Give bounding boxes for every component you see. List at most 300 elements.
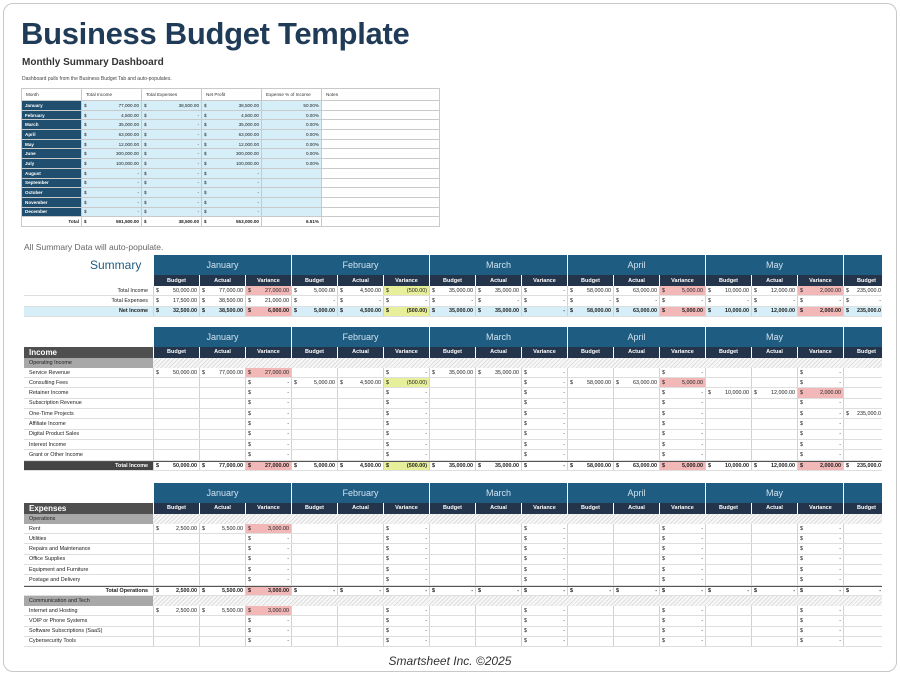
value-cell[interactable] xyxy=(567,524,613,533)
value-cell[interactable] xyxy=(475,399,521,408)
value-cell[interactable] xyxy=(199,587,245,595)
value-cell[interactable] xyxy=(567,430,613,439)
value-cell[interactable] xyxy=(705,296,751,305)
value-cell[interactable] xyxy=(429,534,475,543)
value-cell[interactable] xyxy=(567,307,613,316)
value-cell[interactable] xyxy=(429,286,475,295)
variance-cell[interactable] xyxy=(797,575,843,584)
variance-cell[interactable] xyxy=(383,368,429,377)
variance-cell[interactable] xyxy=(383,440,429,449)
variance-cell[interactable] xyxy=(659,450,705,459)
variance-cell[interactable] xyxy=(383,616,429,625)
variance-cell[interactable] xyxy=(245,440,291,449)
variance-cell[interactable] xyxy=(245,524,291,533)
value-cell[interactable] xyxy=(613,286,659,295)
value-cell[interactable] xyxy=(567,627,613,636)
value-cell[interactable] xyxy=(291,524,337,533)
value-cell[interactable] xyxy=(843,419,882,428)
variance-cell[interactable] xyxy=(797,627,843,636)
value-cell[interactable] xyxy=(429,637,475,646)
value-cell[interactable] xyxy=(567,388,613,397)
value-cell[interactable] xyxy=(843,440,882,449)
notes-cell[interactable] xyxy=(322,149,440,159)
value-cell[interactable] xyxy=(429,462,475,470)
value-cell[interactable] xyxy=(153,627,199,636)
value-cell[interactable] xyxy=(567,462,613,470)
variance-cell[interactable] xyxy=(245,534,291,543)
value-cell[interactable] xyxy=(475,524,521,533)
variance-cell[interactable] xyxy=(383,627,429,636)
variance-cell[interactable] xyxy=(521,555,567,564)
value-cell[interactable] xyxy=(613,462,659,470)
value-cell[interactable] xyxy=(291,616,337,625)
value-cell[interactable] xyxy=(567,368,613,377)
value-cell[interactable] xyxy=(199,555,245,564)
variance-cell[interactable] xyxy=(659,419,705,428)
value-cell[interactable] xyxy=(429,524,475,533)
value-cell[interactable] xyxy=(567,450,613,459)
value-cell[interactable] xyxy=(613,587,659,595)
variance-cell[interactable] xyxy=(245,616,291,625)
value-cell[interactable] xyxy=(337,575,383,584)
value-cell[interactable] xyxy=(705,440,751,449)
value-cell[interactable] xyxy=(613,307,659,316)
variance-cell[interactable] xyxy=(797,296,843,305)
variance-cell[interactable] xyxy=(521,409,567,418)
value-cell[interactable] xyxy=(613,544,659,553)
variance-cell[interactable] xyxy=(383,430,429,439)
value-cell[interactable] xyxy=(199,388,245,397)
variance-cell[interactable] xyxy=(797,555,843,564)
value-cell[interactable] xyxy=(843,368,882,377)
value-cell[interactable] xyxy=(199,450,245,459)
value-cell[interactable] xyxy=(613,565,659,574)
value-cell[interactable] xyxy=(567,565,613,574)
value-cell[interactable] xyxy=(843,524,882,533)
value-cell[interactable] xyxy=(429,388,475,397)
value-cell[interactable] xyxy=(613,450,659,459)
value-cell[interactable] xyxy=(475,616,521,625)
value-cell[interactable] xyxy=(199,544,245,553)
value-cell[interactable] xyxy=(337,524,383,533)
value-cell[interactable] xyxy=(337,419,383,428)
value-cell[interactable] xyxy=(613,627,659,636)
value-cell[interactable] xyxy=(337,440,383,449)
value-cell[interactable] xyxy=(613,616,659,625)
variance-cell[interactable] xyxy=(521,440,567,449)
value-cell[interactable] xyxy=(613,524,659,533)
value-cell[interactable] xyxy=(843,430,882,439)
value-cell[interactable] xyxy=(613,388,659,397)
value-cell[interactable] xyxy=(153,587,199,595)
notes-cell[interactable] xyxy=(322,110,440,120)
value-cell[interactable] xyxy=(199,462,245,470)
variance-cell[interactable] xyxy=(797,399,843,408)
value-cell[interactable] xyxy=(843,555,882,564)
value-cell[interactable] xyxy=(153,637,199,646)
value-cell[interactable] xyxy=(475,544,521,553)
variance-cell[interactable] xyxy=(659,388,705,397)
value-cell[interactable] xyxy=(475,555,521,564)
value-cell[interactable] xyxy=(429,587,475,595)
value-cell[interactable] xyxy=(567,399,613,408)
variance-cell[interactable] xyxy=(245,296,291,305)
value-cell[interactable] xyxy=(843,399,882,408)
value-cell[interactable] xyxy=(843,296,882,305)
variance-cell[interactable] xyxy=(797,565,843,574)
value-cell[interactable] xyxy=(199,534,245,543)
variance-cell[interactable] xyxy=(521,450,567,459)
value-cell[interactable] xyxy=(705,524,751,533)
variance-cell[interactable] xyxy=(797,409,843,418)
value-cell[interactable] xyxy=(199,627,245,636)
value-cell[interactable] xyxy=(613,409,659,418)
value-cell[interactable] xyxy=(337,616,383,625)
variance-cell[interactable] xyxy=(383,419,429,428)
value-cell[interactable] xyxy=(475,296,521,305)
variance-cell[interactable] xyxy=(383,565,429,574)
variance-cell[interactable] xyxy=(659,606,705,615)
value-cell[interactable] xyxy=(751,296,797,305)
variance-cell[interactable] xyxy=(797,378,843,387)
value-cell[interactable] xyxy=(613,296,659,305)
variance-cell[interactable] xyxy=(521,524,567,533)
value-cell[interactable] xyxy=(475,627,521,636)
value-cell[interactable] xyxy=(429,544,475,553)
value-cell[interactable] xyxy=(337,565,383,574)
value-cell[interactable] xyxy=(705,307,751,316)
variance-cell[interactable] xyxy=(245,544,291,553)
value-cell[interactable] xyxy=(199,286,245,295)
variance-cell[interactable] xyxy=(659,524,705,533)
value-cell[interactable] xyxy=(291,378,337,387)
value-cell[interactable] xyxy=(705,430,751,439)
variance-cell[interactable] xyxy=(659,627,705,636)
value-cell[interactable] xyxy=(751,388,797,397)
variance-cell[interactable] xyxy=(659,462,705,470)
value-cell[interactable] xyxy=(475,462,521,470)
value-cell[interactable] xyxy=(291,555,337,564)
value-cell[interactable] xyxy=(153,524,199,533)
value-cell[interactable] xyxy=(153,575,199,584)
value-cell[interactable] xyxy=(153,440,199,449)
value-cell[interactable] xyxy=(337,587,383,595)
variance-cell[interactable] xyxy=(797,388,843,397)
value-cell[interactable] xyxy=(337,450,383,459)
variance-cell[interactable] xyxy=(383,450,429,459)
value-cell[interactable] xyxy=(843,616,882,625)
value-cell[interactable] xyxy=(429,627,475,636)
value-cell[interactable] xyxy=(429,575,475,584)
value-cell[interactable] xyxy=(475,368,521,377)
value-cell[interactable] xyxy=(291,307,337,316)
notes-cell[interactable] xyxy=(322,197,440,207)
variance-cell[interactable] xyxy=(245,378,291,387)
variance-cell[interactable] xyxy=(245,430,291,439)
value-cell[interactable] xyxy=(751,450,797,459)
value-cell[interactable] xyxy=(751,637,797,646)
variance-cell[interactable] xyxy=(383,544,429,553)
value-cell[interactable] xyxy=(613,575,659,584)
variance-cell[interactable] xyxy=(521,378,567,387)
value-cell[interactable] xyxy=(751,616,797,625)
variance-cell[interactable] xyxy=(521,637,567,646)
value-cell[interactable] xyxy=(843,462,882,470)
value-cell[interactable] xyxy=(705,565,751,574)
variance-cell[interactable] xyxy=(245,286,291,295)
variance-cell[interactable] xyxy=(383,587,429,595)
value-cell[interactable] xyxy=(291,565,337,574)
value-cell[interactable] xyxy=(153,430,199,439)
variance-cell[interactable] xyxy=(383,524,429,533)
value-cell[interactable] xyxy=(153,286,199,295)
value-cell[interactable] xyxy=(843,544,882,553)
value-cell[interactable] xyxy=(843,534,882,543)
value-cell[interactable] xyxy=(751,462,797,470)
variance-cell[interactable] xyxy=(383,307,429,316)
value-cell[interactable] xyxy=(843,450,882,459)
variance-cell[interactable] xyxy=(521,606,567,615)
value-cell[interactable] xyxy=(291,399,337,408)
value-cell[interactable] xyxy=(705,575,751,584)
value-cell[interactable] xyxy=(751,378,797,387)
value-cell[interactable] xyxy=(705,462,751,470)
value-cell[interactable] xyxy=(751,587,797,595)
value-cell[interactable] xyxy=(153,378,199,387)
value-cell[interactable] xyxy=(843,606,882,615)
value-cell[interactable] xyxy=(705,544,751,553)
variance-cell[interactable] xyxy=(521,419,567,428)
value-cell[interactable] xyxy=(751,430,797,439)
value-cell[interactable] xyxy=(291,637,337,646)
value-cell[interactable] xyxy=(199,368,245,377)
variance-cell[interactable] xyxy=(521,430,567,439)
value-cell[interactable] xyxy=(475,565,521,574)
variance-cell[interactable] xyxy=(383,409,429,418)
variance-cell[interactable] xyxy=(659,616,705,625)
value-cell[interactable] xyxy=(337,430,383,439)
notes-cell[interactable] xyxy=(322,168,440,178)
variance-cell[interactable] xyxy=(797,430,843,439)
value-cell[interactable] xyxy=(337,534,383,543)
variance-cell[interactable] xyxy=(383,637,429,646)
value-cell[interactable] xyxy=(843,575,882,584)
value-cell[interactable] xyxy=(613,399,659,408)
value-cell[interactable] xyxy=(291,606,337,615)
variance-cell[interactable] xyxy=(245,399,291,408)
value-cell[interactable] xyxy=(613,368,659,377)
value-cell[interactable] xyxy=(475,286,521,295)
value-cell[interactable] xyxy=(705,368,751,377)
value-cell[interactable] xyxy=(705,409,751,418)
value-cell[interactable] xyxy=(291,587,337,595)
value-cell[interactable] xyxy=(429,555,475,564)
value-cell[interactable] xyxy=(567,606,613,615)
notes-cell[interactable] xyxy=(322,207,440,217)
notes-cell[interactable] xyxy=(322,159,440,169)
variance-cell[interactable] xyxy=(245,462,291,470)
value-cell[interactable] xyxy=(337,462,383,470)
value-cell[interactable] xyxy=(291,388,337,397)
value-cell[interactable] xyxy=(153,419,199,428)
variance-cell[interactable] xyxy=(521,296,567,305)
notes-cell[interactable] xyxy=(322,130,440,140)
variance-cell[interactable] xyxy=(245,575,291,584)
value-cell[interactable] xyxy=(337,409,383,418)
value-cell[interactable] xyxy=(475,430,521,439)
value-cell[interactable] xyxy=(291,286,337,295)
value-cell[interactable] xyxy=(429,419,475,428)
value-cell[interactable] xyxy=(429,296,475,305)
notes-cell[interactable] xyxy=(322,178,440,188)
value-cell[interactable] xyxy=(705,606,751,615)
value-cell[interactable] xyxy=(291,450,337,459)
value-cell[interactable] xyxy=(199,524,245,533)
notes-cell[interactable] xyxy=(322,139,440,149)
variance-cell[interactable] xyxy=(245,555,291,564)
value-cell[interactable] xyxy=(567,409,613,418)
value-cell[interactable] xyxy=(153,565,199,574)
variance-cell[interactable] xyxy=(521,307,567,316)
value-cell[interactable] xyxy=(567,637,613,646)
value-cell[interactable] xyxy=(199,378,245,387)
variance-cell[interactable] xyxy=(245,637,291,646)
variance-cell[interactable] xyxy=(383,378,429,387)
variance-cell[interactable] xyxy=(797,637,843,646)
value-cell[interactable] xyxy=(475,307,521,316)
variance-cell[interactable] xyxy=(383,555,429,564)
value-cell[interactable] xyxy=(567,544,613,553)
value-cell[interactable] xyxy=(199,307,245,316)
value-cell[interactable] xyxy=(337,399,383,408)
value-cell[interactable] xyxy=(429,409,475,418)
variance-cell[interactable] xyxy=(383,388,429,397)
variance-cell[interactable] xyxy=(245,409,291,418)
value-cell[interactable] xyxy=(843,307,882,316)
value-cell[interactable] xyxy=(429,368,475,377)
value-cell[interactable] xyxy=(843,565,882,574)
value-cell[interactable] xyxy=(567,378,613,387)
variance-cell[interactable] xyxy=(521,399,567,408)
variance-cell[interactable] xyxy=(659,534,705,543)
value-cell[interactable] xyxy=(429,616,475,625)
value-cell[interactable] xyxy=(199,409,245,418)
value-cell[interactable] xyxy=(567,575,613,584)
value-cell[interactable] xyxy=(751,544,797,553)
value-cell[interactable] xyxy=(705,627,751,636)
value-cell[interactable] xyxy=(429,430,475,439)
value-cell[interactable] xyxy=(567,286,613,295)
value-cell[interactable] xyxy=(751,606,797,615)
variance-cell[interactable] xyxy=(659,440,705,449)
value-cell[interactable] xyxy=(153,616,199,625)
value-cell[interactable] xyxy=(199,399,245,408)
value-cell[interactable] xyxy=(475,534,521,543)
variance-cell[interactable] xyxy=(659,286,705,295)
value-cell[interactable] xyxy=(705,399,751,408)
value-cell[interactable] xyxy=(751,575,797,584)
variance-cell[interactable] xyxy=(797,368,843,377)
value-cell[interactable] xyxy=(705,378,751,387)
value-cell[interactable] xyxy=(567,555,613,564)
value-cell[interactable] xyxy=(291,368,337,377)
value-cell[interactable] xyxy=(199,296,245,305)
value-cell[interactable] xyxy=(291,430,337,439)
variance-cell[interactable] xyxy=(659,555,705,564)
value-cell[interactable] xyxy=(337,296,383,305)
variance-cell[interactable] xyxy=(797,450,843,459)
value-cell[interactable] xyxy=(751,627,797,636)
variance-cell[interactable] xyxy=(521,388,567,397)
value-cell[interactable] xyxy=(429,399,475,408)
value-cell[interactable] xyxy=(567,587,613,595)
variance-cell[interactable] xyxy=(245,450,291,459)
value-cell[interactable] xyxy=(843,587,882,595)
value-cell[interactable] xyxy=(751,307,797,316)
variance-cell[interactable] xyxy=(659,637,705,646)
value-cell[interactable] xyxy=(337,627,383,636)
value-cell[interactable] xyxy=(843,378,882,387)
value-cell[interactable] xyxy=(705,450,751,459)
value-cell[interactable] xyxy=(337,606,383,615)
value-cell[interactable] xyxy=(429,450,475,459)
value-cell[interactable] xyxy=(291,462,337,470)
value-cell[interactable] xyxy=(291,440,337,449)
value-cell[interactable] xyxy=(337,544,383,553)
value-cell[interactable] xyxy=(429,307,475,316)
value-cell[interactable] xyxy=(153,534,199,543)
value-cell[interactable] xyxy=(613,534,659,543)
variance-cell[interactable] xyxy=(659,307,705,316)
value-cell[interactable] xyxy=(429,440,475,449)
variance-cell[interactable] xyxy=(797,419,843,428)
value-cell[interactable] xyxy=(751,286,797,295)
value-cell[interactable] xyxy=(153,450,199,459)
value-cell[interactable] xyxy=(475,388,521,397)
value-cell[interactable] xyxy=(291,296,337,305)
value-cell[interactable] xyxy=(337,286,383,295)
variance-cell[interactable] xyxy=(521,627,567,636)
value-cell[interactable] xyxy=(751,409,797,418)
value-cell[interactable] xyxy=(475,587,521,595)
value-cell[interactable] xyxy=(751,555,797,564)
value-cell[interactable] xyxy=(153,296,199,305)
value-cell[interactable] xyxy=(705,534,751,543)
variance-cell[interactable] xyxy=(797,286,843,295)
value-cell[interactable] xyxy=(843,286,882,295)
value-cell[interactable] xyxy=(291,534,337,543)
value-cell[interactable] xyxy=(153,462,199,470)
variance-cell[interactable] xyxy=(383,296,429,305)
value-cell[interactable] xyxy=(153,307,199,316)
variance-cell[interactable] xyxy=(521,534,567,543)
value-cell[interactable] xyxy=(429,565,475,574)
variance-cell[interactable] xyxy=(797,307,843,316)
value-cell[interactable] xyxy=(613,378,659,387)
value-cell[interactable] xyxy=(613,419,659,428)
variance-cell[interactable] xyxy=(659,587,705,595)
variance-cell[interactable] xyxy=(659,378,705,387)
variance-cell[interactable] xyxy=(659,565,705,574)
variance-cell[interactable] xyxy=(659,544,705,553)
variance-cell[interactable] xyxy=(797,587,843,595)
value-cell[interactable] xyxy=(705,637,751,646)
value-cell[interactable] xyxy=(751,368,797,377)
value-cell[interactable] xyxy=(337,637,383,646)
value-cell[interactable] xyxy=(429,606,475,615)
value-cell[interactable] xyxy=(705,286,751,295)
value-cell[interactable] xyxy=(337,388,383,397)
